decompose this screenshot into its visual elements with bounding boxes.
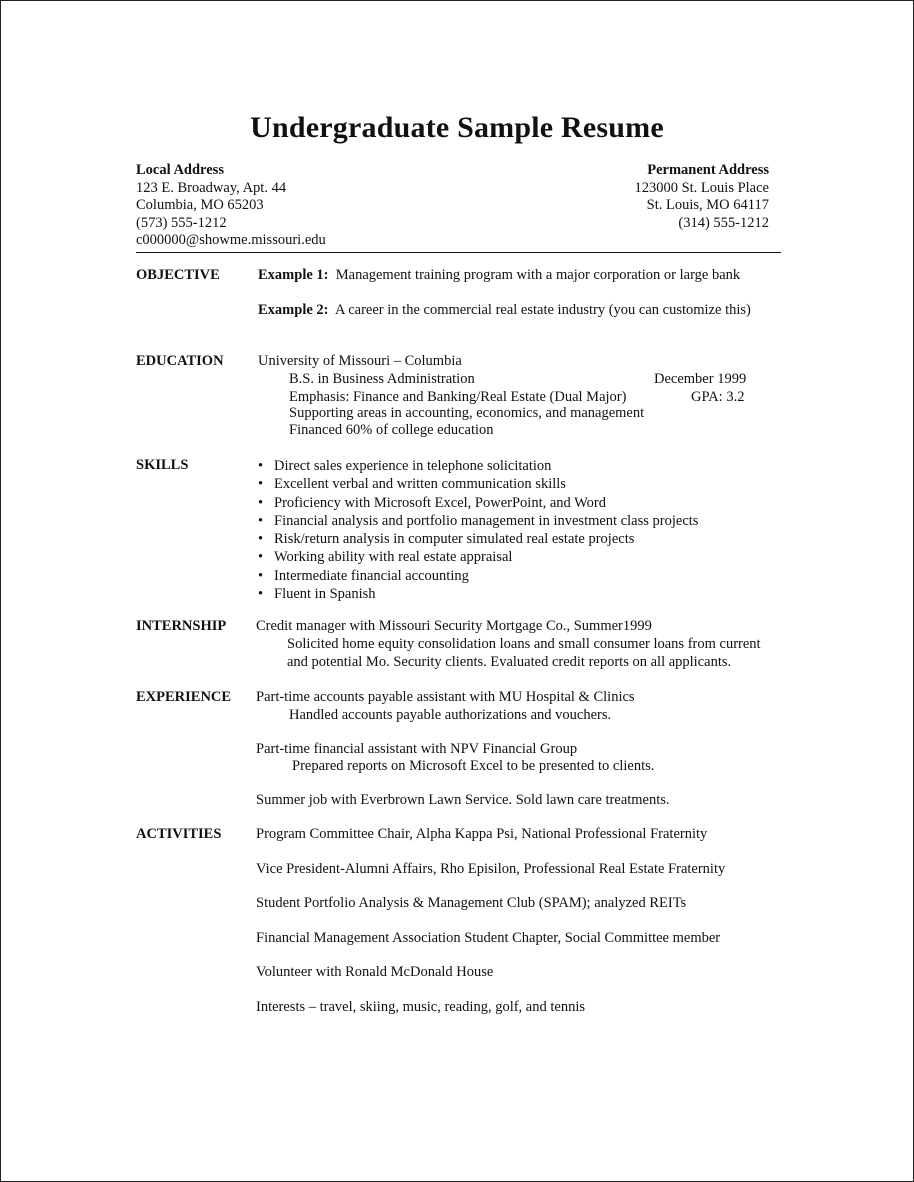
experience-job-3: Summer job with Everbrown Lawn Service. Sold lawn care treatments.	[256, 792, 670, 808]
internship-desc-1: Solicited home equity consolidation loans and small consumer loans from current	[287, 636, 761, 652]
local-address-block	[136, 162, 326, 250]
local-street: 123 E. Broadway, Apt. 44	[136, 179, 287, 196]
bullet-icon: •	[258, 567, 264, 584]
bullet-icon: •	[258, 586, 264, 603]
activity-item: Program Committee Chair, Alpha Kappa Psi, National Professional Fraternity	[256, 826, 708, 842]
list-item: • Direct sales experience in telephone solicitation	[258, 458, 552, 474]
permanent-address-heading: Permanent Address	[647, 162, 769, 178]
experience-job-2: Part-time financial assistant with NPV Financial Group	[256, 741, 578, 757]
bullet-icon: •	[258, 494, 264, 511]
permanent-street: 123000 St. Louis Place	[634, 179, 769, 196]
objective-example-2	[258, 302, 751, 319]
activity-item: Vice President-Alumni Affairs, Rho Episilon, Professional Real Estate Fraternity	[256, 861, 726, 877]
education-financed: Financed 60% of college education	[289, 422, 494, 438]
education-date: December 1999	[654, 371, 747, 387]
list-item: • Excellent verbal and written communication skills	[258, 476, 566, 493]
bullet-icon: •	[258, 476, 264, 493]
list-item: • Intermediate financial accounting	[258, 567, 469, 584]
list-item: • Risk/return analysis in computer simulated real estate projects	[258, 531, 635, 548]
education-label: EDUCATION	[136, 353, 224, 369]
page-title: Undergraduate Sample Resume	[250, 111, 664, 144]
education-emphasis: Emphasis: Finance and Banking/Real Estate (Dual Major)	[289, 389, 627, 405]
objective-example-1-text: Management training program with a major corporation or large bank	[335, 267, 741, 283]
activity-item: Volunteer with Ronald McDonald House	[256, 964, 494, 980]
activity-item: Financial Management Association Student Chapter, Social Committee member	[256, 930, 721, 946]
activities-label: ACTIVITIES	[136, 826, 222, 842]
internship-desc-2: and potential Mo. Security clients. Evaluated credit reports on all applicants.	[287, 654, 732, 670]
internship-title: Credit manager with Missouri Security Mortgage Co., Summer1999	[256, 618, 652, 634]
internship-label: INTERNSHIP	[136, 618, 227, 634]
activity-item: Student Portfolio Analysis & Management Club (SPAM); analyzed REITs	[256, 895, 687, 911]
bullet-icon: •	[258, 549, 264, 566]
bullet-icon: •	[258, 458, 264, 474]
local-address-heading: Local Address	[136, 162, 224, 178]
skills-list	[258, 457, 698, 603]
list-item: • Working ability with real estate appraisal	[258, 549, 513, 566]
bullet-icon: •	[258, 531, 264, 548]
objective-label: OBJECTIVE	[136, 267, 220, 283]
objective-example-2-label: Example 2:	[258, 302, 329, 318]
permanent-phone: (314) 555-1212	[678, 214, 769, 231]
local-email: c000000@showme.missouri.edu	[136, 232, 326, 248]
experience-job-2-desc: Prepared reports on Microsoft Excel to be presented to clients.	[292, 758, 655, 774]
bullet-icon: •	[258, 512, 264, 529]
objective-example-1	[258, 267, 740, 284]
list-item: • Fluent in Spanish	[258, 586, 376, 603]
local-phone: (573) 555-1212	[136, 214, 227, 231]
activity-item: Interests – travel, skiing, music, reading, golf, and tennis	[256, 999, 585, 1015]
list-item: • Financial analysis and portfolio management in investment class projects	[258, 512, 699, 529]
objective-example-1-label: Example 1:	[258, 267, 329, 283]
objective-example-2-text: A career in the commercial real estate industry (you can customize this)	[334, 302, 751, 318]
header-divider	[136, 252, 781, 253]
education-degree: B.S. in Business Administration	[289, 371, 475, 387]
list-item: • Proficiency with Microsoft Excel, PowerPoint, and Word	[258, 494, 607, 511]
education-school: University of Missouri – Columbia	[258, 353, 462, 369]
education-supporting: Supporting areas in accounting, economics, and management	[289, 405, 645, 421]
permanent-city: St. Louis, MO 64117	[646, 197, 769, 213]
experience-job-1: Part-time accounts payable assistant with MU Hospital & Clinics	[256, 689, 635, 705]
skills-label: SKILLS	[136, 457, 189, 473]
education-gpa: GPA: 3.2	[691, 389, 745, 405]
experience-label: EXPERIENCE	[136, 689, 232, 705]
local-city: Columbia, MO 65203	[136, 197, 264, 213]
permanent-address-block	[561, 162, 769, 232]
experience-job-1-desc: Handled accounts payable authorizations and vouchers.	[289, 707, 612, 723]
